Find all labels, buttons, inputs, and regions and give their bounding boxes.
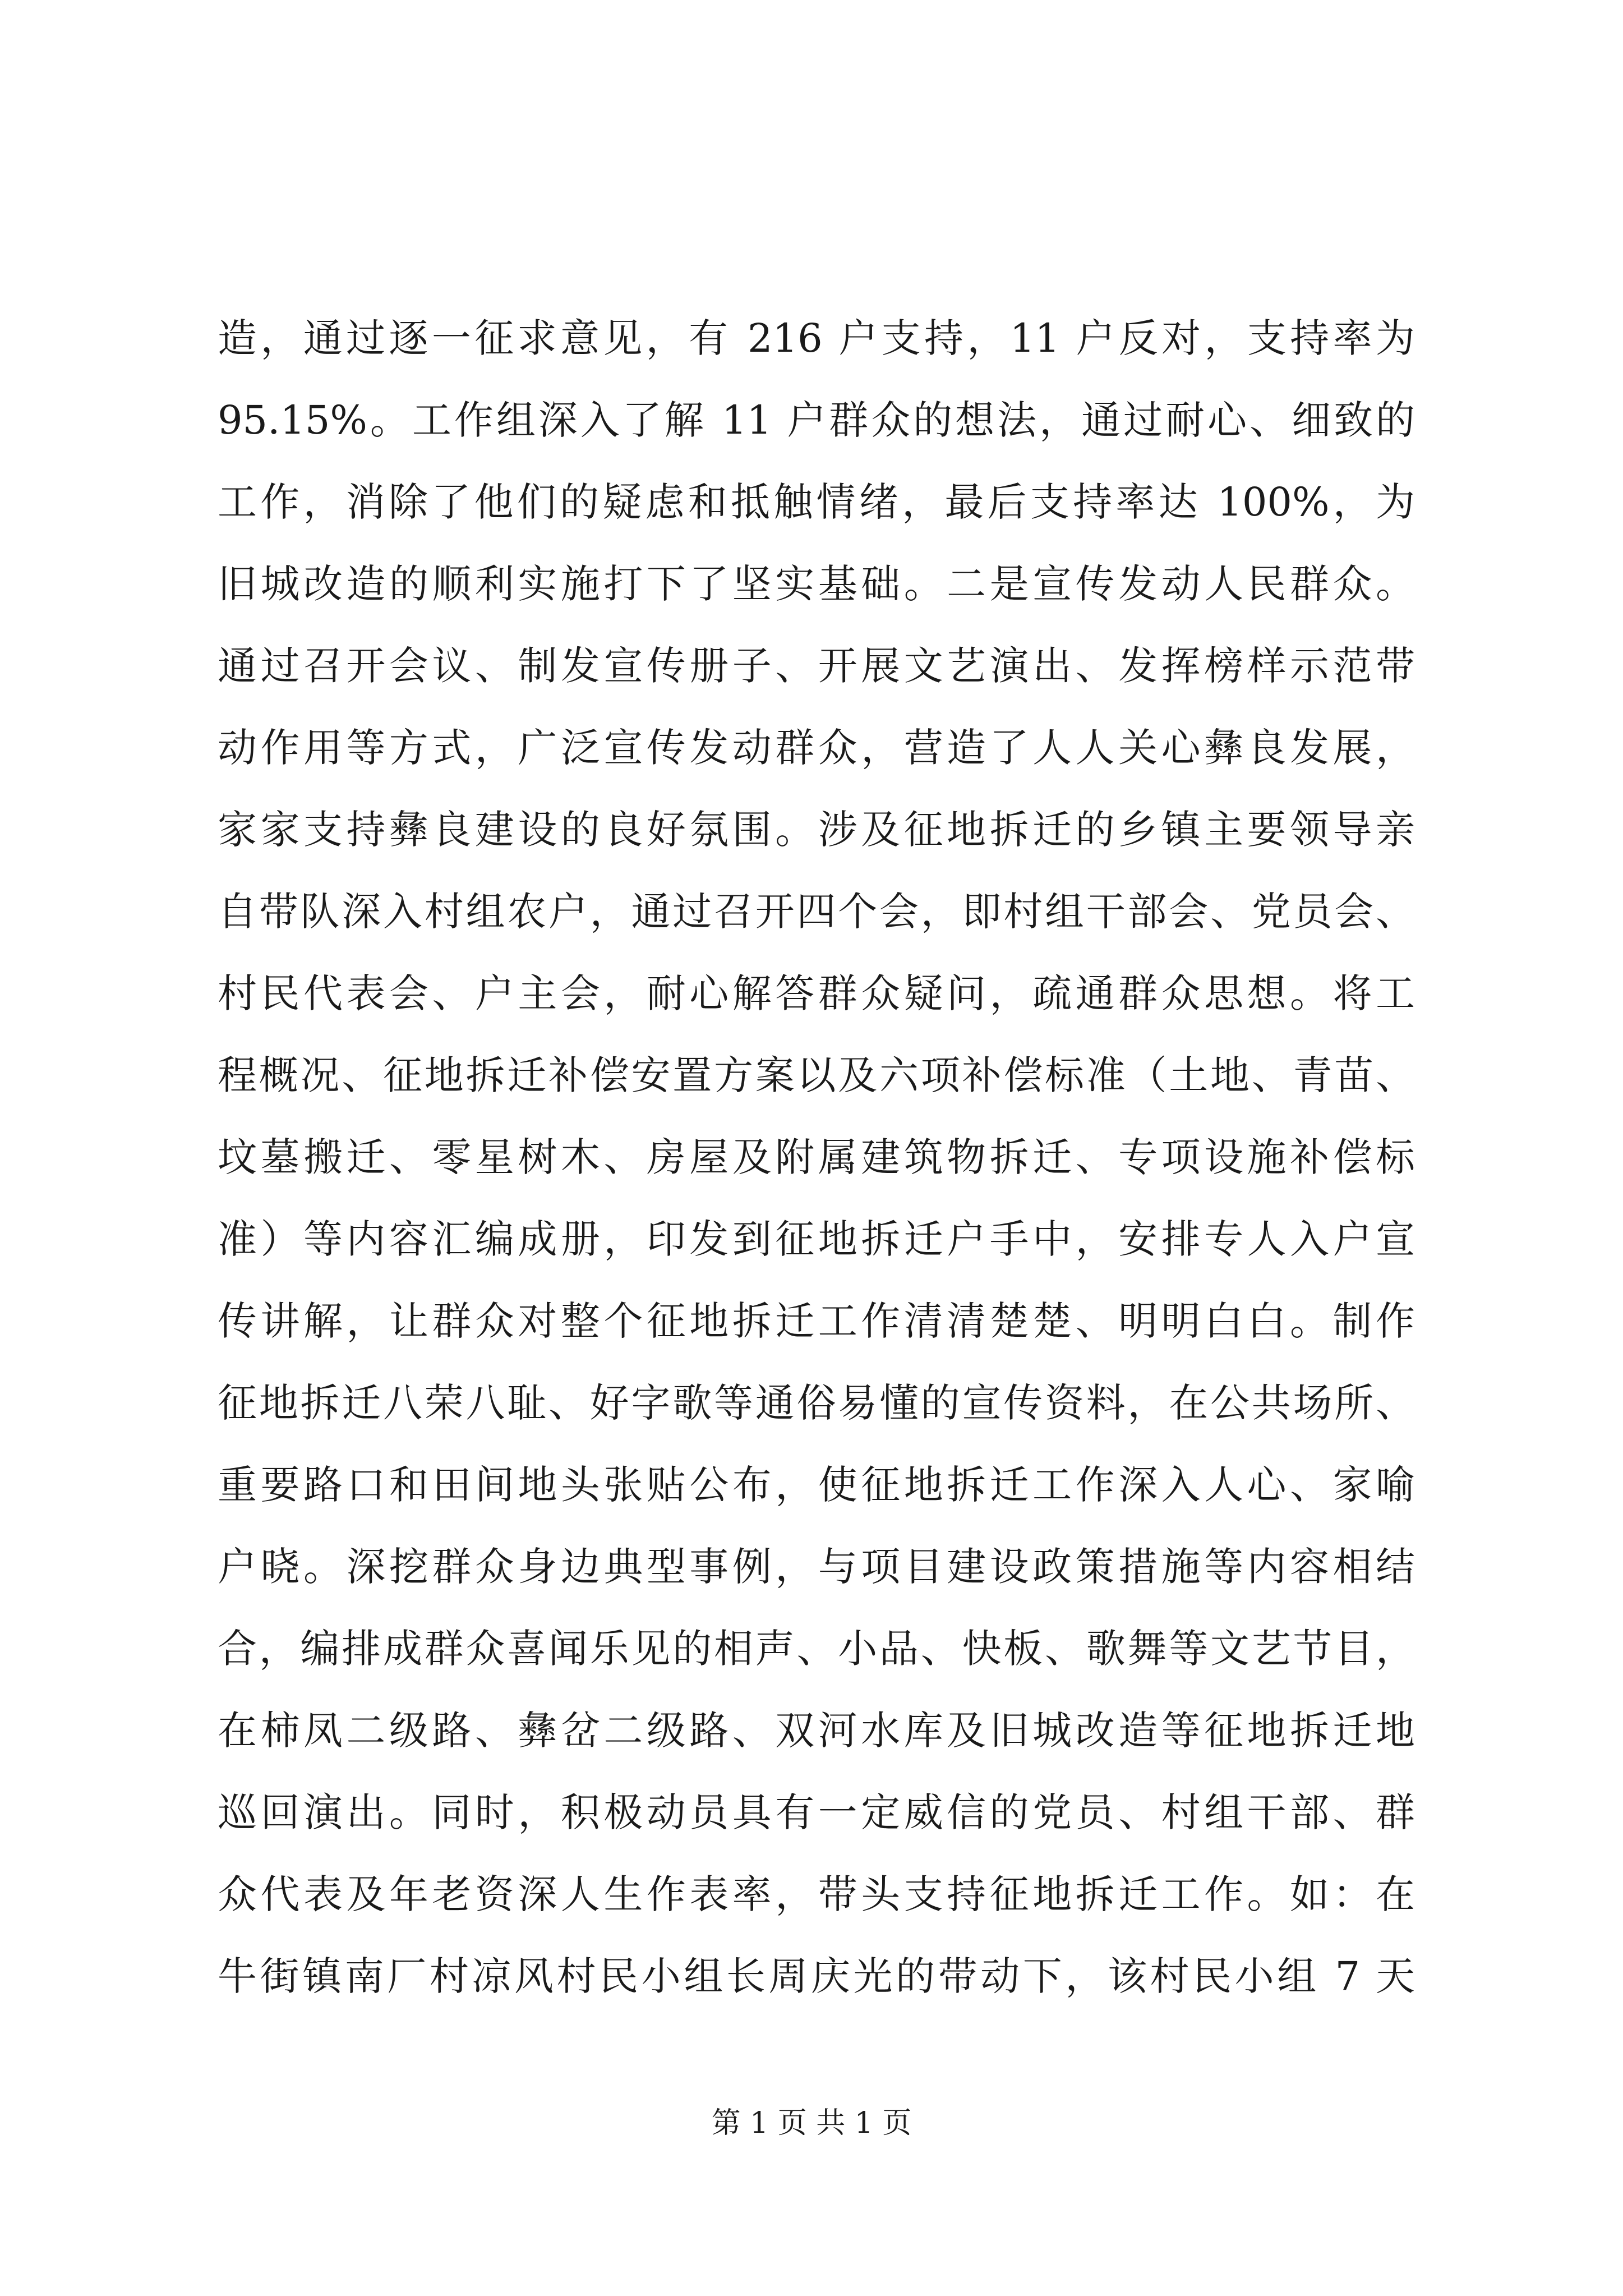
text-line: 工作，消除了他们的疑虑和抵触情绪，最后支持率达 100%，为 bbox=[218, 479, 1415, 525]
text-line: 村民代表会、户主会，耐心解答群众疑问，疏通群众思想。将工 bbox=[218, 970, 1415, 1016]
text-line: 坟墓搬迁、零星树木、房屋及附属建筑物拆迁、专项设施补偿标 bbox=[218, 1134, 1415, 1180]
body-text bbox=[218, 297, 1415, 2017]
text-line: 程概况、征地拆迁补偿安置方案以及六项补偿标准（土地、青苗、 bbox=[218, 1052, 1415, 1098]
page-number-label: 第 1 页 共 1 页 bbox=[711, 2106, 912, 2140]
text-line: 准）等内容汇编成册，印发到征地拆迁户手中，安排专人入户宣 bbox=[218, 1216, 1415, 1262]
text-line: 重要路口和田间地头张贴公布，使征地拆迁工作深入人心、家喻 bbox=[218, 1462, 1415, 1508]
text-line: 旧城改造的顺利实施打下了坚实基础。二是宣传发动人民群众。 bbox=[218, 561, 1415, 607]
text-line: 合，编排成群众喜闻乐见的相声、小品、快板、歌舞等文艺节目， bbox=[218, 1626, 1415, 1672]
text-line: 家家支持彝良建设的良好氛围。涉及征地拆迁的乡镇主要领导亲 bbox=[218, 807, 1415, 853]
text-line: 巡回演出。同时，积极动员具有一定威信的党员、村组干部、群 bbox=[218, 1789, 1415, 1835]
text-line: 通过召开会议、制发宣传册子、开展文艺演出、发挥榜样示范带 bbox=[218, 643, 1415, 689]
text-line: 户晓。深挖群众身边典型事例，与项目建设政策措施等内容相结 bbox=[218, 1544, 1415, 1590]
text-line: 自带队深入村组农户，通过召开四个会，即村组干部会、党员会、 bbox=[218, 889, 1415, 935]
text-line: 众代表及年老资深人生作表率，带头支持征地拆迁工作。如：在 bbox=[218, 1871, 1415, 1917]
text-line: 牛街镇南厂村凉风村民小组长周庆光的带动下，该村民小组 7 天 bbox=[218, 1953, 1415, 1999]
text-line: 在柿凤二级路、彝岔二级路、双河水库及旧城改造等征地拆迁地 bbox=[218, 1708, 1415, 1754]
text-line: 95.15%。工作组深入了解 11 户群众的想法，通过耐心、细致的 bbox=[218, 397, 1415, 443]
text-line: 造，通过逐一征求意见，有 216 户支持，11 户反对，支持率为 bbox=[218, 315, 1415, 361]
text-line: 传讲解，让群众对整个征地拆迁工作清清楚楚、明明白白。制作 bbox=[218, 1298, 1415, 1344]
text-line: 征地拆迁八荣八耻、好字歌等通俗易懂的宣传资料，在公共场所、 bbox=[218, 1380, 1415, 1426]
text-line: 动作用等方式，广泛宣传发动群众，营造了人人关心彝良发展， bbox=[218, 725, 1415, 771]
page-footer bbox=[0, 2101, 1623, 2146]
